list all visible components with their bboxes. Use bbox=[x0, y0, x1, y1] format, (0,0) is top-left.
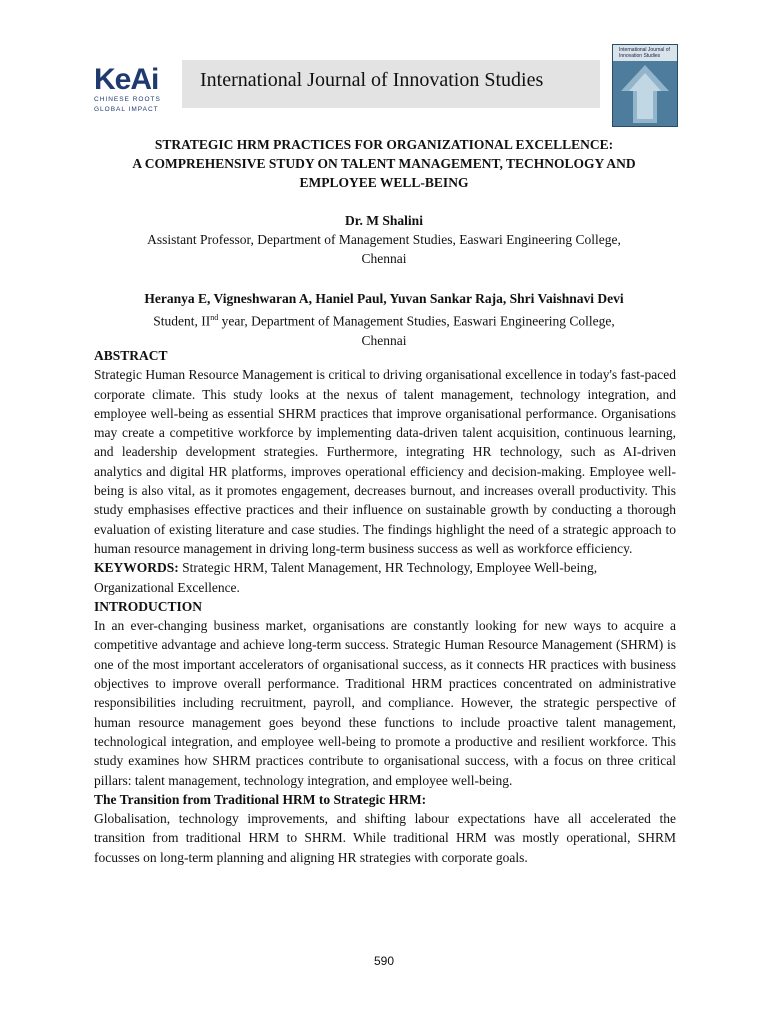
journal-title: International Journal of Innovation Studies bbox=[200, 69, 544, 91]
co-author-affiliation bbox=[60, 308, 708, 331]
cover-arrow-graphic bbox=[613, 61, 677, 126]
page-header bbox=[0, 0, 768, 120]
abstract-text: Strategic Human Resource Management is critical to driving organisational excellence in today's fast-paced corporate climate. This study looks at the nexus of talent management, technology integration, and employee well-being as essential SHRM practices that improve organisational performance. Organisations may create a competitive workforce by implementing data-driven talent acquisition, continuous learning, and leadership development strategies. Furthermore, integrating HR technology, such as AI-driven analytics and digital HR platforms, improves operational efficiency and decision-making. Employee well-being is also vital, as it promotes engagement, decreases burnout, and increases overall productivity. This study emphasises effective practices and their influence on sustainable growth by conducting a thorough evaluation of existing literature and case studies. The findings highlight the need of a strategic approach to human resource management in driving long-term business success as well as workforce efficiency. bbox=[94, 367, 676, 556]
title-line-1: STRATEGIC HRM PRACTICES FOR ORGANIZATIONAL EXCELLENCE: bbox=[154, 137, 614, 152]
author-block-2 bbox=[60, 289, 708, 350]
paper-body bbox=[94, 346, 676, 867]
logo-wordmark: KeAi bbox=[94, 63, 159, 96]
journal-cover-image bbox=[612, 44, 678, 127]
author-block-1 bbox=[60, 211, 708, 268]
co-author-affiliation-city: Chennai bbox=[361, 332, 407, 348]
logo-tagline-1: CHINESE ROOTS bbox=[94, 96, 161, 103]
keywords bbox=[94, 558, 676, 597]
logo-tagline-2: GLOBAL IMPACT bbox=[94, 106, 159, 113]
title-line-2: A COMPREHENSIVE STUDY ON TALENT MANAGEMENT, TECHNOLOGY AND bbox=[132, 156, 636, 171]
paper-title bbox=[60, 135, 708, 192]
affil-superscript: nd bbox=[210, 313, 219, 322]
affil-prefix: Student, II bbox=[153, 313, 211, 329]
author-affiliation: Assistant Professor, Department of Management Studies, Easwari Engineering College, bbox=[147, 232, 621, 247]
affil-suffix: year, Department of Management Studies, Easwari Engineering College, bbox=[218, 313, 615, 329]
author-affiliation-city: Chennai bbox=[361, 251, 407, 266]
co-author-names: Heranya E, Vigneshwaran A, Haniel Paul, Yuvan Sankar Raja, Shri Vaishnavi Devi bbox=[144, 291, 624, 306]
introduction-heading: INTRODUCTION bbox=[94, 598, 203, 614]
cover-title: International Journal of Innovation Studies bbox=[619, 47, 670, 59]
introduction-text: In an ever-changing business market, organisations are constantly looking for new ways to acquire a competitive advantage and achieve long-term success. Strategic Human Resource Management (SHRM) is one of the most important accelerators of organisational success, as it connects HR practices with business objectives to improve overall performance. Traditional HRM practices concentrated on administrative responsibilities including recruitment, payroll, and compliance. However, the strategic perspective of human resource management goes beyond these functions to include proactive talent management, technological integration, and employee well-being to promote a productive and resilient workforce. This study examines how SHRM practices contribute to organisational success, with a focus on three critical pillars: talent management, technology integration, and employee well-being. bbox=[94, 618, 676, 788]
abstract-heading: ABSTRACT bbox=[94, 348, 168, 363]
transition-heading: The Transition from Traditional HRM to Strategic HRM: bbox=[94, 791, 427, 807]
publisher-logo bbox=[94, 63, 174, 114]
author-name: Dr. M Shalini bbox=[345, 213, 423, 228]
title-line-3: EMPLOYEE WELL-BEING bbox=[299, 175, 469, 190]
transition-text: Globalisation, technology improvements, and shifting labour expectations have all accelerated the transition from traditional HRM to SHRM. While traditional HRM was mostly operational, SHRM focusses on long-term planning and aligning HR strategies with corporate goals. bbox=[94, 811, 676, 865]
keywords-text: Strategic HRM, Talent Management, HR Technology, Employee Well-being, Organizational Excellence. bbox=[94, 560, 598, 595]
keywords-label: KEYWORDS: bbox=[94, 560, 179, 576]
page-number: 590 bbox=[373, 954, 395, 968]
